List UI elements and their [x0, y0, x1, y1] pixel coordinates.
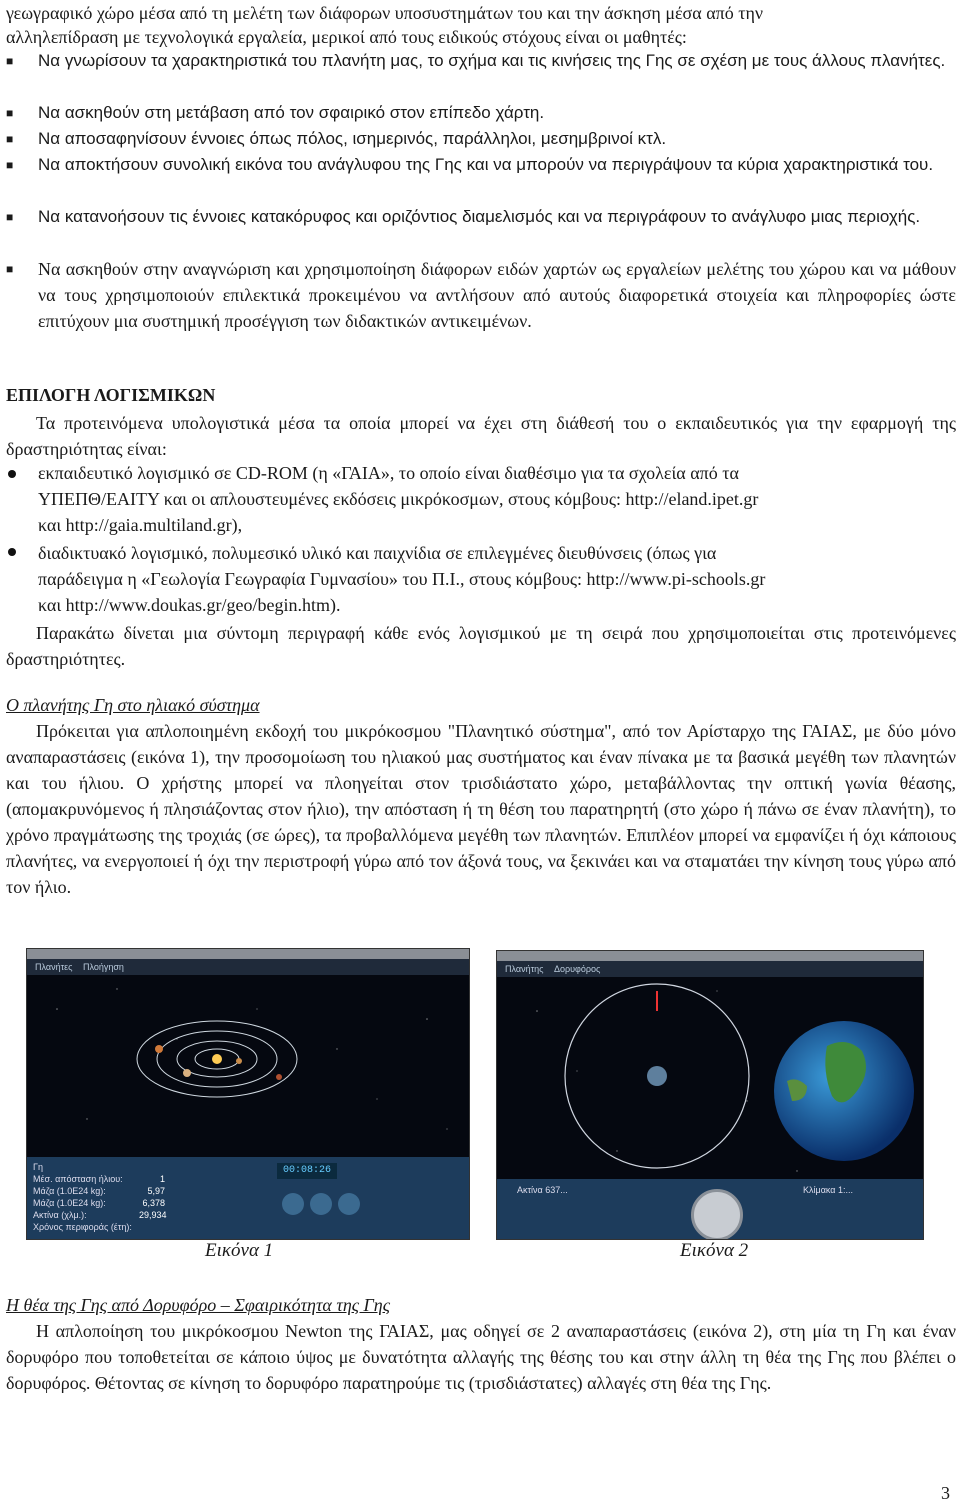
satellite-dial[interactable] — [691, 1189, 743, 1240]
radius-label: Ακτίνα 637... — [517, 1185, 568, 1195]
info-value-period: 29,934 — [139, 1210, 167, 1220]
figure-1-caption: Εικόνα 1 — [205, 1240, 274, 1261]
control-panel — [497, 1179, 923, 1239]
section-1-title: Ο πλανήτης Γη στο ηλιακό σύστημα — [6, 695, 260, 715]
section-2-title: Η θέα της Γης από Δορυφόρο – Σφαιρικότητα της Γης — [6, 1295, 391, 1315]
bullet-square-icon: ■ — [6, 54, 14, 68]
info-value-distance: 1 — [159, 1174, 165, 1184]
planet-name: Γη — [33, 1162, 43, 1172]
software-bullet-1-line-2: ΥΠΕΠΘ/ΕΑΙΤΥ και οι απλουστευμένες εκδόσεις μικρόκοσμων, στους κόμβους: http://eland.ipet.gr — [38, 489, 759, 509]
software-bullet-1-line-3: και http://gaia.multiland.gr), — [38, 515, 243, 535]
info-row-period: Χρόνος περιφοράς (έτη): — [33, 1222, 132, 1232]
info-row-mass-2: Μάζα (1.0E24 kg): — [33, 1198, 106, 1208]
menu-planet: Πλανήτης — [505, 964, 544, 974]
scale-label: Κλίμακα 1:... — [803, 1185, 853, 1195]
software-bullet-2-line-1: διαδικτυακό λογισμικό, πολυμεσικό υλικό και παιχνίδια σε επιλεγμένες διευθύνσεις (όπως για — [38, 543, 717, 563]
page-number: 3 — [941, 1483, 950, 1503]
section-1-body: Πρόκειται για απλοποιημένη εκδοχή του μικρόκοσμου "Πλανητικό σύστημα", από τον Αρίσταρχο της ΓΑΙΑΣ, με δύο μόνο αναπαραστάσεις (εικόνα 1), την προσομοίωση του ηλιακού μας συστήματος και έναν πίνακα με τα βασικά μεγέθη των πλανητών και του ήλιου. Ο χρήστης μπορεί να πλοηγείται στον τρισδιάστατο χώρο, μεταβάλλοντας την οπτική γωνία θέασης, (απομακρυνόμενος ή πλησιάζοντας στον ήλιο), την απόσταση ή τη θέση του παρατηρητή (στο χώρο ή πάνω σε έναν πλανήτη), το χρόνο πραγμάτωσης της τροχιάς (σε ώρες), τα προβαλλόμενα μεγέθη των πλανητών. Επιπλέον μπορεί να εμφανίζει ή όχι κάποιους πλανήτες, να ενεργοποιεί ή όχι την περιστροφή γύρω από τον άξονά τους, να ξεκινάει και να σταματάει την κίνηση τους γύρω από τον ήλιο. — [6, 721, 956, 897]
goal-item-6: Να ασκηθούν στην αναγνώριση και χρησιμοποίηση διάφορων ειδών χαρτών ως εργαλείων μελέτης του χώρου και να μάθουν να τους χρησιμοποιούν επιλεκτικά προκειμένου να αντλήσουν από αυτούς διαφορετικά στοιχεία και πληροφορίες ώστε επιτύχουν μια συστημική προσέγγιση των διδακτικών αντικειμένων. — [38, 259, 956, 331]
goal-item-1: Να γνωρίσουν τα χαρακτηριστικά του πλανήτη μας, το σχήμα και τις κινήσεις της Γης σε σχέση με τους άλλους πλανήτες. — [38, 51, 946, 70]
bullet-square-icon: ■ — [6, 158, 14, 172]
pause-button[interactable] — [310, 1193, 332, 1215]
bullet-square-icon: ■ — [6, 210, 14, 224]
stop-button[interactable] — [338, 1193, 360, 1215]
play-button[interactable] — [282, 1193, 304, 1215]
goal-item-4: Να αποκτήσουν συνολική εικόνα του ανάγλυφου της Γης και να μπορούν να περιγράψουν τα κύρια χαρακτηριστικά του. — [38, 155, 934, 174]
bullet-dot-icon — [8, 470, 16, 478]
software-bullet-1-line-1: εκπαιδευτικό λογισμικό σε CD-ROM (η «ΓΑΙΑ», το οποίο είναι διαθέσιμο για τα σχολεία από τα — [38, 463, 739, 483]
software-heading: ΕΠΙΛΟΓΗ ΛΟΓΙΣΜΙΚΩΝ — [6, 385, 216, 405]
bullet-dot-icon — [8, 548, 16, 556]
bullet-square-icon: ■ — [6, 106, 14, 120]
software-intro: Τα προτεινόμενα υπολογιστικά μέσα τα οποία μπορεί να έχει στη διάθεσή του ο εκπαιδευτικός για την εφαρμογή της δραστηριότητας είναι: — [6, 413, 956, 459]
sun-icon — [212, 1054, 222, 1064]
goal-item-5: Να κατανοήσουν τις έννοιες κατακόρυφος και οριζόντιος διαμελισμός και να περιγράφουν το ανάγλυφο μιας περιοχής. — [38, 207, 921, 226]
figure-2-screenshot — [496, 950, 924, 1240]
figure-1-screenshot — [26, 948, 470, 1240]
time-display: 00:08:26 — [277, 1163, 337, 1179]
info-row-distance: Μέσ. απόσταση ήλιου: — [33, 1174, 123, 1184]
figure-2-caption: Εικόνα 2 — [680, 1240, 749, 1261]
menu-navigation: Πλοήγηση — [83, 962, 124, 972]
bullet-square-icon: ■ — [6, 262, 14, 276]
menu-satellite: Δορυφόρος — [554, 964, 601, 974]
info-value-mass: 5,97 — [147, 1186, 165, 1196]
software-bullet-2-line-3: και http://www.doukas.gr/geo/begin.htm). — [38, 595, 341, 615]
menu-planets: Πλανήτες — [35, 962, 73, 972]
section-2-body: Η απλοποίηση του μικρόκοσμου Newton της ΓΑΙΑΣ, μας οδηγεί σε 2 αναπαραστάσεις (εικόνα 2), στη μία τη Γη και έναν δορυφόρο που τοποθετείται σε κάποιο ύψος με δυνατότητα αλλαγής της θέσης του και στην άλλη τη θέα της Γης που βλέπει ο δορυφόρος. Θέτοντας σε κίνηση το δορυφόρο παρατηρούμε τις (τρισδιάστατες) αλλαγές στη θέα της Γης. — [6, 1321, 956, 1393]
info-panel — [27, 1157, 469, 1239]
goal-item-3: Να αποσαφηνίσουν έννοιες όπως πόλος, ισημερινός, παράλληλοι, μεσημβρινοί κτλ. — [38, 129, 667, 148]
goal-item-2: Να ασκηθούν στη μετάβαση από τον σφαιρικό στον επίπεδο χάρτη. — [38, 103, 545, 122]
info-row-mass: Μάζα (1.0E24 kg): — [33, 1186, 106, 1196]
info-row-radius: Ακτίνα (χλμ.): — [33, 1210, 87, 1220]
bullet-square-icon: ■ — [6, 132, 14, 146]
info-value-radius: 6,378 — [142, 1198, 165, 1208]
intro-line-1: γεωγραφικό χώρο μέσα από τη μελέτη των διάφορων υποσυστημάτων του και την άσκηση μέσα από την — [6, 3, 763, 23]
intro-line-2: αλληλεπίδραση με τεχνολογικά εργαλεία, μερικοί από τους ειδικούς στόχους είναι οι μαθητές: — [6, 27, 687, 47]
description-intro: Παρακάτω δίνεται μια σύντομη περιγραφή κάθε ενός λογισμικού με τη σειρά που χρησιμοποιείται στις προτεινόμενες δραστηριότητες. — [6, 623, 956, 669]
software-bullet-2-line-2: παράδειγμα η «Γεωλογία Γεωγραφία Γυμνασίου» του Π.Ι., στους κόμβους: http://www.pi-schools.gr — [38, 569, 766, 589]
